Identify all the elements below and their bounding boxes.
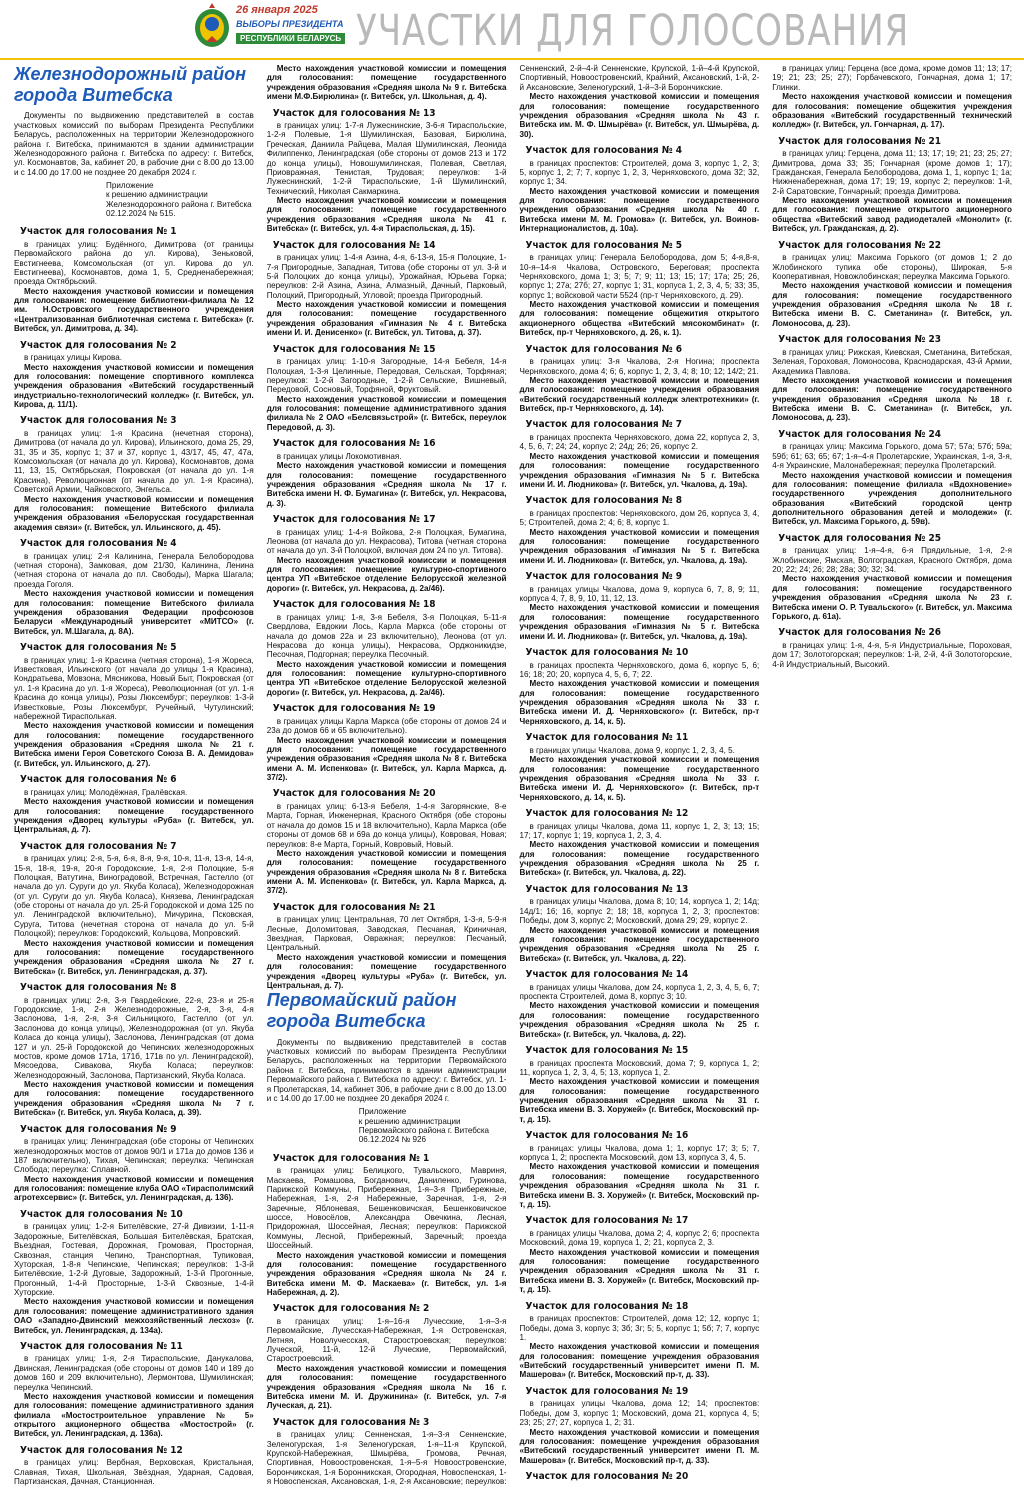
station-location: Место нахождения участковой комиссии и помещения для голосования: помещение государственного учреждения образования «Средняя школа № 7 г. Витебска» (г. Витебск, ул. Якуба Коласа, д. 39). xyxy=(14,1080,254,1118)
station-location: Место нахождения участковой комиссии и помещения для голосования: помещение учреждения образования «Витебский государственный университет имени П. М. Машерова» (г. Витебск, Московский пр-т, д. 33). xyxy=(519,1427,760,1465)
station-location: Место нахождения участковой комиссии и помещения для голосования: помещение государственного учреждения «Дворец культуры «Руба» (г. Витебск, ул. Центральная, д. 7). xyxy=(14,797,254,835)
station-bounds: в границах улиц: Рижская, Киевская, Сметанина, Витебская, Зеленая, Гороховая, Ломоносова, Краснодарская, 43-й Армии, Академика Павлова. xyxy=(772,347,1012,376)
station-bounds: в границах улиц: 6-13-я Бебеля, 1-4-я Загорянские, 8-е Марта, Горная, Инженерная, Красного Октября (обе стороны от начала до домов 15 и 18 включительно), Карла Маркса (обе стороны от домов 68 и 69а до конца улицы), Ковровая, Новая; переулков: 8-е Марта, Горный, Ковровый, Новый. xyxy=(266,802,507,849)
station-bounds: в границах улиц: 1-я Красина (четная сторона), 1-я Жореса, Известковая, Ильинского (от начала до улицы 1-я Красина), Кондратьева, Мовзона, Мясникова, Новый Быт, Покровская (от ул. 1-я Красина до ул. 1-я Жореса), Революционная (от ул. 1-я Красина до конца улицы), Розы Люксембург; переулков: 1-3-й Известковые, Розы Люксембург, Ручейный, Чутулинский; набережной Тирасполькая. xyxy=(14,655,254,721)
station-title: Участок для голосования № 23 xyxy=(778,334,941,346)
district-title: Первомайский район города Витебска xyxy=(266,990,457,1032)
election-logo xyxy=(192,2,344,52)
republic-label: РЕСПУБЛИКИ БЕЛАРУСЬ xyxy=(236,33,345,44)
station-title: Участок для голосования № 10 xyxy=(525,646,689,658)
station-location: Место нахождения участковой комиссии и помещения для голосования: помещение общежития открытого акционерного общества «Витебский мясокомбинат» (г. Витебск, пр-т Черняховского, д. 26, к. 1). xyxy=(519,300,760,338)
station-title: Участок для голосования № 4 xyxy=(525,145,682,156)
station-bounds: в границах улиц: Максима Горького (от домов 1; 2 до Жлобинского тупика обе стороны), Широкая, 5-я Кооперативная, Новожлобинская; переулка Максима Горького. xyxy=(772,253,1012,281)
station-bounds: в границах проспекта Черняховского, дома 6, корпус 5, 6; 16; 18; 20; 20, корпуса 4, 5, 6, 7; 22. xyxy=(519,660,760,679)
station-title: Участок для голосования № 17 xyxy=(525,1215,689,1227)
station-title: Участок для голосования № 16 xyxy=(525,1130,689,1142)
station-bounds: в границах улиц: Генерала Белобородова, дом 5; 4-я,8-я, 10-я–14-я Чкалова, Островского, Береговая; проспекта Черняховского, дома 1; 3; 5; 7; 9; 11; 13; 15; 17; 17а; 25; 26, корпус 1; 27а; 27б; 27, корпус 1; 31, корпуса 1, 2, 3, 4, 5; 33; 35, корпус 1; войсковой части 5524 (пр-т Черняховского, д. 29). xyxy=(519,253,760,300)
station-location: Место нахождения участковой комиссии и помещения для голосования: помещение государственного учреждения образования «Средняя школа № 8 г. Витебска имени А. М. Испенкова» (г. Витебск, ул. Карла Маркса, д. 37/2). xyxy=(266,735,507,783)
station-location: Место нахождения участковой комиссии и помещения для голосования: помещение государственного учреждения образования «Средняя школа № 17 г. Витебска имени Н. Ф. Бумагина» (г. Витебск, ул. Некрасова, д. 3). xyxy=(266,461,507,508)
station-title: Участок для голосования № 5 xyxy=(20,642,177,654)
station-location: Место нахождения участковой комиссии и помещения для голосования: помещение государственного учреждения образования «Средняя школа № 25 г. Витебска» (г. Витебск, ул. Чкалова, д. 22). xyxy=(519,840,760,878)
station-location: Место нахождения участковой комиссии и помещения для голосования: помещение государственного учреждения образования «Средняя школа № 21 г. Витебска имени Героя Советского Союза В. А. Демидова» (г. Витебск, ул. Ильинского, д. 27). xyxy=(14,721,254,768)
station-title: Участок для голосования № 6 xyxy=(525,343,682,355)
station-title: Участок для голосования № 12 xyxy=(20,1444,183,1456)
station-title: Участок для голосования № 14 xyxy=(525,969,689,981)
station-title: Участок для голосования № 15 xyxy=(272,343,436,355)
station-location: Место нахождения участковой комиссии и помещения для голосования: помещение культурно-спортивного центра УП «Витебское отделение Белорусской железной дороги» (г. Витебск, ул. Некрасова, д. 2а/46). xyxy=(266,659,507,697)
station-bounds: в границах улиц: Ленинградская (обе стороны от Чепинских железнодорожных мостов от домов 90/1 и 171а до домов 136 и 187 включительно), Тихая, Чепинская; переулка: Чепинская Слобода; переулка: Сплавной. xyxy=(14,1137,254,1175)
station-location: Место нахождения участковой комиссии и помещения для голосования: помещение государственного учреждения образования «Средняя школа № 18 г. Витебска имени В. С. Сметанина» (г. Витебск, ул. Ломоносова, д. 23). xyxy=(772,281,1012,328)
station-bounds: в границах улицы Чкалова, дома 9, корпуса 6, 7, 8, 9; 11, корпуса 4, 7, 8, 9, 10, 11, 12, 13. xyxy=(519,584,760,604)
station-location: Место нахождения участковой комиссии и помещения для голосования: помещение государственного учреждения образования «Средняя школа № 9 г. Витебска имени М.Ф.Бирюлина» (г. Витебск, ул. Школьная, д. 4). xyxy=(266,64,507,102)
station-location: Место нахождения участковой комиссии и помещения для голосования: помещение филиала «Вдохновение» государственного учреждения дополнительного образования «Витебский городской центр дополнительного образования детей и молодежи» (г. Витебск, ул. Максима Горького, д. 59в). xyxy=(772,470,1012,527)
station-bounds: в границах улиц: 1-4-я Азина, 4-я, 6-13-я, 15-я Полоцкие, 1-7-я Пригородные, Западная, Титова (обе стороны от ул. 3-й и 5-й Полоцких до конца улицы), Урожайная, Юрьева Горка; переулков: 2-й Азина, Азина, Алмазный, Дачный, Парковый, Полоцкий, Пригородный, Угловой; проезда Пригородный. xyxy=(266,253,507,300)
station-title: Участок для голосования № 10 xyxy=(20,1208,183,1220)
station-bounds: в границах улиц: Вербная, Верховская, Кристальная, Славная, Тихая, Школьная, Звёздная, Ударная, Садовая, Партизанская, Дачная, Станционная. xyxy=(14,1458,254,1487)
station-bounds: в границах улиц: 1-я, 4-я, 5-я Индустриальные, Пороховая, дом 17; Золотогорская; переулков: 1-й, 2-й, 4-й Золотогорские, 4-й Индустриальный, Высокий. xyxy=(772,640,1012,669)
station-location: Место нахождения участковой комиссии и помещения для голосования: помещение государственного учреждения образования «Средняя школа № 31 г. Витебска имени В. З. Хоружей» (г. Витебск, Московский пр-т, д. 15). xyxy=(519,1247,760,1295)
page-title: УЧАСТКИ ДЛЯ ГОЛОСОВАНИЯ xyxy=(356,6,910,56)
belarus-emblem-icon xyxy=(192,2,232,50)
station-bounds: в границах улиц: Герцена, дома 11; 13; 17; 19; 21; 23; 25; 27; Димитрова, дома 33; 35; Гончарная (кроме домов 1; 17); Гражданская, Генерала Белобородова, дома 1, 1, корпус 1; 1а; Нижненабережная, дома 17; 19; 19, корпус 2; переулков: 1-й, 2-й Саратовские, Гончарный; проезда Димитрова. xyxy=(772,149,1012,196)
article-columns xyxy=(14,64,1012,1488)
station-location: Место нахождения участковой комиссии и помещения для голосования: помещение государственного учреждения образования «Средняя школа № 18 г. Витебска имени В. С. Сметанина» (г. Витебск, ул. Ломоносова, д. 23). xyxy=(772,375,1012,423)
station-bounds: в границах улицы Чкалова, дома 8; 10; 14, корпуса 1, 2; 14д; 14д/1; 16; 16, корпус 2; 18; 18, корпуса 1, 2, 3; проспектов: Победы, дом 3, корпус 2; Московский, дома 29; 29, корпус 2. xyxy=(519,897,760,926)
station-title: Участок для голосования № 26 xyxy=(778,627,941,639)
station-bounds: в границах улиц: 1-я, 2-я Тираспольские, Данукалова, Двинская, Ленинградская (обе стороны от домов 140 и 189 до домов 160 и 209 включительно), Лермонтова, Шумилинская; переулка Чепинский. xyxy=(14,1354,254,1392)
station-location: Место нахождения участковой комиссии и помещения для голосования: помещение государственного учреждения образования «Средняя школа № 43 г. Витебска им. М. Ф. Шмырёва» (г. Витебск, ул. Шмырёва, д. 30). xyxy=(519,92,760,139)
station-location: Место нахождения участковой комиссии и помещения для голосования: помещение спортивного комплекса учреждения образования «Витебский государственный индустриально-технологический колледж» (г. Витебск, ул. Кирова, д. 11/1). xyxy=(14,362,254,409)
station-title: Участок для голосования № 6 xyxy=(20,774,177,786)
station-title: Участок для голосования № 1 xyxy=(20,226,177,238)
station-bounds: в границах улицы Чкалова, дома 2; 4, корпус 2; 6; проспекта Московский, дома 19, корпуса 1, 2; 21, корпуса 2, 3. xyxy=(519,1228,760,1248)
station-title: Участок для голосования № 20 xyxy=(525,1471,689,1482)
station-title: Участок для голосования № 5 xyxy=(525,239,682,251)
station-bounds: в границах улицы Чкалова, дом 24, корпуса 1, 2, 3, 4, 5, 6, 7; проспекта Строителей, дома 8, корпус 3; 10. xyxy=(519,982,760,1002)
station-location: Место нахождения участковой комиссии и помещения для голосования: помещение учреждения образования «Витебский государственный колледж электротехники» (г. Витебск, пр-т Черняховского, д. 14). xyxy=(519,375,760,414)
station-location: Место нахождения участковой комиссии и помещения для голосования: помещение государственного учреждения образования «Гимназия № 5 г. Витебска имени И. И. Людникова» (г. Витебск, ул. Чкалова, д. 19а). xyxy=(519,527,760,565)
station-bounds: в границах улиц: 1-4-я Войкова, 2-я Полоцкая, Бумагина, Леонова (от начала до ул. Некрасова), Титова (четная сторона от начала до ул. 3-й Полоцкой, включая дом 24 по ул. Титова). xyxy=(266,527,507,556)
station-title: Участок для голосования № 17 xyxy=(272,514,436,525)
decision-annex: Приложение к решению администрации Первомайского района г. Витебска 06.12.2024 № 926 xyxy=(358,1107,490,1145)
station-location: Место нахождения участковой комиссии и помещения для голосования: помещение государственного учреждения образования «Средняя школа № 31 г. Витебска имени В. З. Хоружей» (г. Витебск, Московский пр-т, д. 15). xyxy=(519,1162,760,1209)
station-bounds: в границах: улицы Чкалова, дома 1; 1, корпус 17; 3; 5; 7, корпуса 1, 2; проспекта Московский, дом 13, корпуса 3, 4, 5. xyxy=(519,1143,760,1163)
station-title: Участок для голосования № 3 xyxy=(20,415,177,427)
station-location: Место нахождения участковой комиссии и помещения для голосования: помещение административного здания филиала «Мостостроительное управление № 5» открытого акционерного общества «Мостострой» (г. Витебск, ул. Ленинградская, д. 136а). xyxy=(14,1391,254,1439)
station-bounds: в границах улицы Чкалова, дома 12; 14; проспектов: Победы, дом 3, корпус 1; Московский, дома 21, корпуса 4, 5; 23; 25; 27; 27, корпуса 1, 2; 31. xyxy=(519,1399,760,1428)
station-location: Место нахождения участковой комиссии и помещения для голосования: помещение клуба ОАО «Тирасполимский агротехсервис» (г. Витебск, ул. Ленинградская, д. 136). xyxy=(14,1174,254,1203)
station-bounds: в границах улиц: 1-я, 3-я Бебеля, 3-я Полоцкая, 5-11-я Свердлова, Евдокии Лось, Карла Маркса (обе стороны от начала до домов 22а и 23 включительно), Леонова (от ул. Некрасова до конца улицы), Некрасова, Орджоникидзе, Песочная, Подгорная; переулка Песочный. xyxy=(266,612,507,660)
station-bounds: в границах улицы Чкалова, дома 9, корпус 1, 2, 3, 4, 5. xyxy=(529,745,735,755)
station-title: Участок для голосования № 20 xyxy=(272,788,436,800)
station-bounds: в границах улицы Чкалова, дома 11, корпус 1, 2, 3; 13; 15; 17; 17, корпус 1; 19, корпуса 1, 2, 3, 4. xyxy=(519,821,760,840)
station-location: Место нахождения участковой комиссии и помещения для голосования: помещение открытого акционерного общества «Витебский завод радиодеталей «Монолит» (г. Витебск, ул. Гражданская, д. 2). xyxy=(772,196,1012,234)
station-bounds: в границах проспектов: Строителей, дома 12; 12, корпус 1; Победы, дома 3, корпус 3; 3б; 3г; 5; 5, корпус 1; 5б; 7; 7, корпус 1. xyxy=(519,1314,760,1342)
station-bounds: в границах улиц: Центральная, 70 лет Октября, 1-3-я, 5-9-я Лесные, Доломитовая, Заводская, Песчаная, Криничная, Звездная, Парковая, Овражная; переулков: Песчаный, Центральный. xyxy=(266,915,507,953)
station-title: Участок для голосования № 13 xyxy=(525,883,689,895)
station-bounds: в границах проспекта Черняховского, дома 22, корпуса 2, 3, 4, 5, 6, 7; 24; 24, корпус 2; 24д; 26; 26, корпус 2. xyxy=(519,433,760,452)
station-title: Участок для голосования № 18 xyxy=(525,1300,689,1312)
station-bounds: в границах проспектов: Строителей, дома 3, корпус 1, 2, 3; 5, корпус 1, 2; 7; 7, корпус 1, 2, 3, Черняховского, дома 32; 32, корпус 1; 34. xyxy=(519,158,760,187)
station-title: Участок для голосования № 3 xyxy=(272,1416,430,1428)
station-location: Место нахождения участковой комиссии и помещения для голосования: помещение государственного учреждения образования «Гимназия № 4 г. Витебска имени И. И. Дениcенко» (г. Витебск, ул. Титова, д. 37). xyxy=(266,300,507,338)
station-location: Место нахождения участковой комиссии и помещения для голосования: помещение государственного учреждения образования «Гимназия № 5 г. Витебска имени И. И. Людникова» (г. Витебск, ул. Чкалова, д. 19а). xyxy=(519,603,760,641)
station-title: Участок для голосования № 2 xyxy=(20,339,177,351)
station-bounds: в границах проспекта Московский, дома 7; 9, корпуса 1, 2; 11, корпуса 1, 2, 3, 4, 5; 13, корпуса 1, 2. xyxy=(519,1058,760,1077)
station-bounds: в границах улиц: 2-я, 5-я, 6-я, 8-я, 9-я, 10-я, 11-я, 13-я, 14-я, 15-я, 18-я, 19-я, 20-я Городокские, 1-я, 2-я Полоцкие, 5-я Полоцкая, Ватутина, Виноградовой, Встречная, Гастелло (от начала до ул. Суруги до ул. Якуба Коласа), Железнодорожная (от ул. Суруги до ул. Якуба Коласа), Князева, Ленинградская (обе стороны от начала до ул. 25-й Городокской и дома 125 по ул. Ленинградской включительно), Мичурина, Псковская, Суруга, Титова (нечетная сторона от начала до ул. 5-й Полоцкой); переулков: Городокский, Кольцова, Мопровский. xyxy=(14,854,254,939)
station-title: Участок для голосования № 7 xyxy=(20,840,177,852)
station-bounds: в границах улицы Кирова. xyxy=(24,353,122,363)
station-title: Участок для голосования № 22 xyxy=(778,239,941,251)
station-title: Участок для голосования № 9 xyxy=(20,1123,177,1135)
station-location: Место нахождения участковой комиссии и помещения для голосования: помещение государственного учреждения образования «Средняя школа № 31 г. Витебска имени В. З. Хоружей» (г. Витебск, Московский пр-т, д. 15). xyxy=(519,1077,760,1124)
decision-annex: Приложение к решению администрации Железнодорожного района г. Витебска 02.12.2024 № 515. xyxy=(106,181,252,218)
station-title: Участок для голосования № 15 xyxy=(525,1044,689,1056)
station-title: Участок для голосования № 18 xyxy=(272,599,436,611)
station-bounds: в границах улицы Локомотивная. xyxy=(276,451,402,461)
station-bounds: в границах улиц: 1-2-я Бителёвские, 27-й Дивизии, 1-11-я Задорожные, Бителёвская, Большая Бителёвская, Братская, Вьездная, Гостевая, Дорожная, Громовая, Просторная, Сквозная, станция Чепино, Транспортная, Тупиковая, Хуторская, 1-8-я Чепинские, Чепинская; переулков: 1-3-й Бителёвские, 1-2-й Дуговые, Задорожный, 1-3-й Прогонные, Прогонный, 1-4-й Просторные, 1-3-й Сквозные, 1-4-й Хуторские. xyxy=(14,1222,254,1297)
station-title: Участок для голосования № 12 xyxy=(525,808,689,819)
station-title: Участок для голосования № 8 xyxy=(525,495,682,507)
station-title: Участок для голосования № 1 xyxy=(272,1152,430,1164)
station-location: Место нахождения участковой комиссии и помещения для голосования: помещение административного здания ОАО «Западно-Двинский межхозяйственный лесхоз» (г. Витебск, ул. Ленинградская, д. 134а). xyxy=(14,1297,254,1335)
district-title: Железнодорожный район города Витебска xyxy=(14,64,246,105)
station-bounds: в границах улиц: Будённого, Димитрова (от границы Первомайского района до ул. Кирова), Зеньковой, Евстигнеева, Комсомольская (от ул. Кирова до ул. Евстигнеева), Космонавтов, дома 1, 5, Средненабережная; проезда Октябрьский. xyxy=(14,239,254,287)
election-label: ВЫБОРЫ ПРЕЗИДЕНТА xyxy=(236,19,344,29)
station-bounds: в границах проспектов: Черняховского, дом 26, корпуса 3, 4, 5; Строителей, дома 2; 4; 6; 8, корпус 1. xyxy=(519,508,760,528)
station-location: Место нахождения участковой комиссии и помещения для голосования: помещение общежития учреждения образования «Витебский государственный технический колледж» (г. Витебск, ул. Гончарная, д. 17). xyxy=(772,92,1012,130)
station-location: Место нахождения участковой комиссии и помещения для голосования: помещение государственного учреждения образования «Средняя школа № 33 г. Витебска имени И. Д. Черняховского» (г. Витебск, пр-т Черняховского, д. 14, к. 5). xyxy=(519,755,760,802)
station-location: Место нахождения участковой комиссии и помещения для голосования: помещение государственного учреждения образования «Гимназия № 5 г. Витебска имени И. И. Людникова» (г. Витебск, ул. Чкалова, д. 19а). xyxy=(519,451,760,489)
station-location: Место нахождения участковой комиссии и помещения для голосования: помещение государственного учреждения образования «Средняя школа № 27 г. Витебска» (г. Витебск, ул. Ленинградская, д. 37). xyxy=(14,938,254,976)
station-title: Участок для голосования № 25 xyxy=(778,532,941,544)
station-bounds: в границах улиц: Молодёжная, Гралёвская. xyxy=(24,787,188,797)
station-bounds: в границах улиц: Сенненская, 1-я–3-я Сенненские, Зеленогурская, 1-я Зеленогурская, 1-я–11-я Крупской, Крупской-Набережная, Шмырёва, Громова, Речная, Спортивная, Новоостровенская, 1-я–5-я Новоостровенские, Борончикская, 1-я Боронникская, Огородная, Новоспенская, 1-я Новоспенская, Аксановская, 1-я, 2-я Аксановские; переулков: Сенненский, 2-й–4-й Сенненские, Крупской, 1-й–4-й Крупской, Спортивный, Новоостровенский, Крайний, Аксановский, 1-й, 2-й Аксановские, Зеленогурский, 1-й–3-й Борончикские. xyxy=(266,64,760,1487)
station-bounds: в границах улиц: 1-я Красина (нечетная сторона), Димитрова (от начала до ул. Кирова), Ильинского, дома 25, 29, 31, 35 и 35, корпус 1; 37 и 37, корпус 1, 43/17, 45, 47, 47а, Комсомольская (от начала до ул. Кирова), Космонавтов, дома 11, 13, 15, Октябрьская, Покровская (от начала до ул. 1-я Красина), Революционная (от начала до ул. 1-я Красина), Советской Армии, Чайковского, Энгельса. xyxy=(14,428,254,495)
station-location: Место нахождения участковой комиссии и помещения для голосования: помещение культурно-спортивного центра УП «Витебское отделение Белорусской железной дороги» (г. Витебск, ул. Некрасова, д. 2а/46). xyxy=(266,555,507,593)
station-title: Участок для голосования № 9 xyxy=(525,571,682,583)
station-bounds: в границах улиц: Белицкого, Тувальского, Мавриня, Маскаева, Ромашова, Богданович, Даниленко, Гуринова, Парижской Коммуны, Прибережная, 1-я–3-я Прибережные, Набережная, 1-я, 2-я Набережные, Заречная, 1-я, 2-я Заречные, Яблоневая, Бешенковичская, Бешенковичское шоссе, Новосёлов, Александра Овечкина, Лесная, Придорожная, Шоссейная, Лесная; переулков: Парижской Коммуны, Лесной, Прибережный, Заречный; проезда Шоссейный. xyxy=(266,1166,507,1251)
station-location: Место нахождения участковой комиссии и помещения для голосования: помещение государственного учреждения образования «Средняя школа № 23 г. Витебска имени О. Р. Тувальского» (г. Витебск, ул. Максима Горького, д. 61а). xyxy=(772,574,1012,621)
station-location: Место нахождения участковой комиссии и помещения для голосования: помещение библиотеки-филиала № 12 им. Н.Островского государственного учреждения «Централизованная библиотечная система г. Витебска» (г. Витебск, ул. Димитрова, д. 34). xyxy=(14,286,254,334)
station-bounds: в границах улиц: Максима Горького, дома 57; 57а; 57б; 59а; 59б; 61; 63; 65; 67; 1-я–4-я Пролетарские, Украинская, 1-я, 3-я, 4-я Украинские, Малонабережная; переулка Пролетарский. xyxy=(772,442,1012,471)
station-location: Место нахождения участковой комиссии и помещения для голосования: помещение государственного учреждения образования «Средняя школа № 24 г. Витебска имени М. Ф. Маскаева» (г. Витебск, ул. 1-я Набережная, д. 2). xyxy=(266,1250,507,1297)
station-bounds: в границах улиц: 1-я–16-я Лучесские, 1-я–3-я Первомайские, Лучесская-Набережная, 1-я Островенская, Летняя, Новолучесская, Старостроевская; переулков: Луческой, 11-й, 12-й Луческие, Первомайский, Старостроевский. xyxy=(266,1316,507,1364)
station-title: Участок для голосования № 19 xyxy=(525,1385,689,1397)
station-title: Участок для голосования № 14 xyxy=(272,239,436,251)
station-location: Место нахождения участковой комиссии и помещения для голосования: помещение государственного учреждения «Дворец культуры «Руба» (г. Витебск, ул. Центральная, д. 7). xyxy=(266,952,507,990)
station-location: Место нахождения участковой комиссии и помещения для голосования: помещение Витебского филиала учреждения образования Федерации профсоюзов Беларуси «Международный университет «МИТСО» (г. Витебск, ул. М.Шагала, д. 8А). xyxy=(14,589,254,636)
station-location: Место нахождения участковой комиссии и помещения для голосования: помещение государственного учреждения образования «Средняя школа № 40 г. Витебска имени М. М. Громова» (г. Витебск, ул. Воинов-Интернационалистов, д. 10а). xyxy=(519,186,760,234)
station-title: Участок для голосования № 21 xyxy=(778,135,941,147)
station-location: Место нахождения участковой комиссии и помещения для голосования: помещение государственного учреждения образования «Средняя школа № 25 г. Витебска» (г. Витебск, ул. Чкалова, д. 22). xyxy=(519,925,760,963)
station-title: Участок для голосования № 21 xyxy=(272,901,436,913)
station-bounds: в границах улицы Карла Маркса (обе стороны от домов 24 и 23а до домов 66 и 65 включительно). xyxy=(266,716,507,736)
station-title: Участок для голосования № 4 xyxy=(20,538,177,550)
station-title: Участок для голосования № 11 xyxy=(525,732,689,744)
station-title: Участок для голосования № 16 xyxy=(272,438,436,450)
station-bounds: в границах улиц: 2-я, 3-я Гвардейские, 22-я, 23-я и 25-я Городокские, 1-я, 2-я Железнодорожные, 2-я, 3-я, 4-я Заслонова, 1-я, 2-я, 3-я Сильницкого, Гастелло (от ул. Заслонова до конца улицы), Железнодорожная (от ул. Якуба Коласа до конца улицы), Заслонова, Ленинградская (от дома 127 и ул. 25-й Городокской до Чепинских железнодорожных мостов, кроме домов 171а, 171б, 171в по ул. Ленинградской), Мясоедова, Сивакова, Якуба Коласа; переулков: Железнодорожный, Заслонова, Партизанский, Якуба Коласа. xyxy=(14,995,254,1080)
station-bounds: в границах улиц: 1-7-я Лужеснинские, 3-6-я Тираспольские, 1-2-я Полевые, 1-я Шумилинская, Базовая, Бирюлина, Греческая, Даниила Райцева, Малая Шумилинская, Леонида Филиппенко, Ленинградская (обе стороны от домов 213 и 172 до конца улицы), Новошумилинская, Полевая, Светлая, Приовражная, Тенистая, Трудовая; переулков: 1-й Лужеснинский, 1-2-й Тираспольские, 1-й Шумилинский, Технический, Николая Сакмаркина. xyxy=(266,121,507,196)
district-intro: Документы по выдвижению представителей в состав участковых комиссий по выборам Президента Республики Беларусь, расположенных на территории Первомайского района г. Витебска, принимаются в здании администрации Первомайского района г. Витебска по адресу: г. Витебск, ул. 1-я Пролетарская, 14, кабинет 306, в рабочие дни с 8.00 до 13.00 и с 14.00 до 17.00 не позднее 20 декабря 2024 г. xyxy=(266,1037,507,1103)
station-bounds: в границах улиц: Герцена (все дома, кроме домов 11; 13; 17; 19; 21; 23; 25; 27); Горбачевского, Гончарная, дома 1; 17; Глинки. xyxy=(772,64,1012,92)
station-bounds: в границах улиц: 3-я Чкалова, 2-я Ногина; проспекта Черняховского, дома 4; 6; 6, корпус 1, 2, 3, 4; 8; 10; 12; 14/2; 21. xyxy=(519,357,760,376)
station-title: Участок для голосования № 13 xyxy=(272,107,436,119)
station-title: Участок для голосования № 8 xyxy=(20,982,177,994)
election-date: 26 января 2025 xyxy=(236,4,318,16)
station-location: Место нахождения участковой комиссии и помещения для голосования: помещение государственного учреждения образования «Средняя школа № 25 г. Витебска» (г. Витебск, ул. Чкалова, д. 22). xyxy=(519,1001,760,1039)
station-title: Участок для голосования № 24 xyxy=(778,428,941,440)
station-location: Место нахождения участковой комиссии и помещения для голосования: помещение государственного учреждения образования «Средняя школа № 41 г. Витебска» (г. Витебск, ул. 4-я Тираспольская, д. 15). xyxy=(266,196,507,234)
station-location: Место нахождения участковой комиссии и помещения для голосования: помещение административного здания филиала № 2 ОАО «Белсвязьстрой» (г. Витебск, переулок Передовой, д. 3). xyxy=(266,394,507,432)
station-location: Место нахождения участковой комиссии и помещения для голосования: помещение Витебского филиала учреждения образования «Белорусская государственная академия связи» (г. Витебск, ул. Ильинского, д. 45). xyxy=(14,494,254,532)
station-title: Участок для голосования № 11 xyxy=(20,1340,183,1352)
station-bounds: в границах улиц: 1-10-я Загородные, 14-я Бебеля, 14-я Полоцкая, 1-3-я Целинные, Передовая, Сельская, Торфяная; переулков: 1-2-й Загородные, 1-2-й Сельские, Вишневый, Передовой, Сосновый, Торфяной, Фруктовый. xyxy=(266,357,507,395)
station-bounds: в границах улиц: 2-я Калинина, Генерала Белобородова (четная сторона), Замковая, дом 21/30, Калинина, Ленина (четная сторона от начала до пл. Свободы), Марка Шагала; проезда Гоголя. xyxy=(14,551,254,589)
station-location: Место нахождения участковой комиссии и помещения для голосования: помещение государственного учреждения образования «Средняя школа № 8 г. Витебска имени А. М. Испенкова» (г. Витебск, ул. Карла Маркса, д. 37/2). xyxy=(266,848,507,896)
district-intro: Документы по выдвижению представителей в состав участковых комиссий по выборам Президента Республики Беларусь, расположенных на территории Железнодорожного района г. Витебска, принимаются в здании администрации Железнодорожного района г. Витебска по адресу: г. Витебск, ул. Космонавтов, 3а, кабинет 20, в рабочие дни с 8.00 до 13.00 и с 14.00 до 17.00 не позднее 20 декабря 2024 г. xyxy=(14,111,254,177)
station-location: Место нахождения участковой комиссии и помещения для голосования: помещение учреждения образования «Витебский государственный университет имени П. М. Машерова» (г. Витебск, Московский пр-т, д. 33). xyxy=(519,1342,760,1380)
page-header xyxy=(0,0,1024,60)
station-title: Участок для голосования № 19 xyxy=(272,703,436,715)
station-bounds: в границах улиц: 1-я–4-я, 6-я Прядильные, 1-я, 2-я Жлобинские, Ямская, Волгоградская, Красного Октября, дома 20; 22; 24; 26; 28; 28а; 30; 32; 34. xyxy=(772,546,1012,575)
station-location: Место нахождения участковой комиссии и помещения для голосования: помещение государственного учреждения образования «Средняя школа № 16 г. Витебска имени М. И. Дружинина» (г. Витебск, ул. 7-я Луческая, д. 21). xyxy=(266,1363,507,1411)
station-title: Участок для голосования № 7 xyxy=(525,419,682,431)
station-title: Участок для голосования № 2 xyxy=(272,1303,430,1315)
station-location: Место нахождения участковой комиссии и помещения для голосования: помещение государственного учреждения образования «Средняя школа № 33 г. Витебска имени И. Д. Черняховского» (г. Витебск, пр-т Черняховского, д. 14, к. 5). xyxy=(519,679,760,726)
